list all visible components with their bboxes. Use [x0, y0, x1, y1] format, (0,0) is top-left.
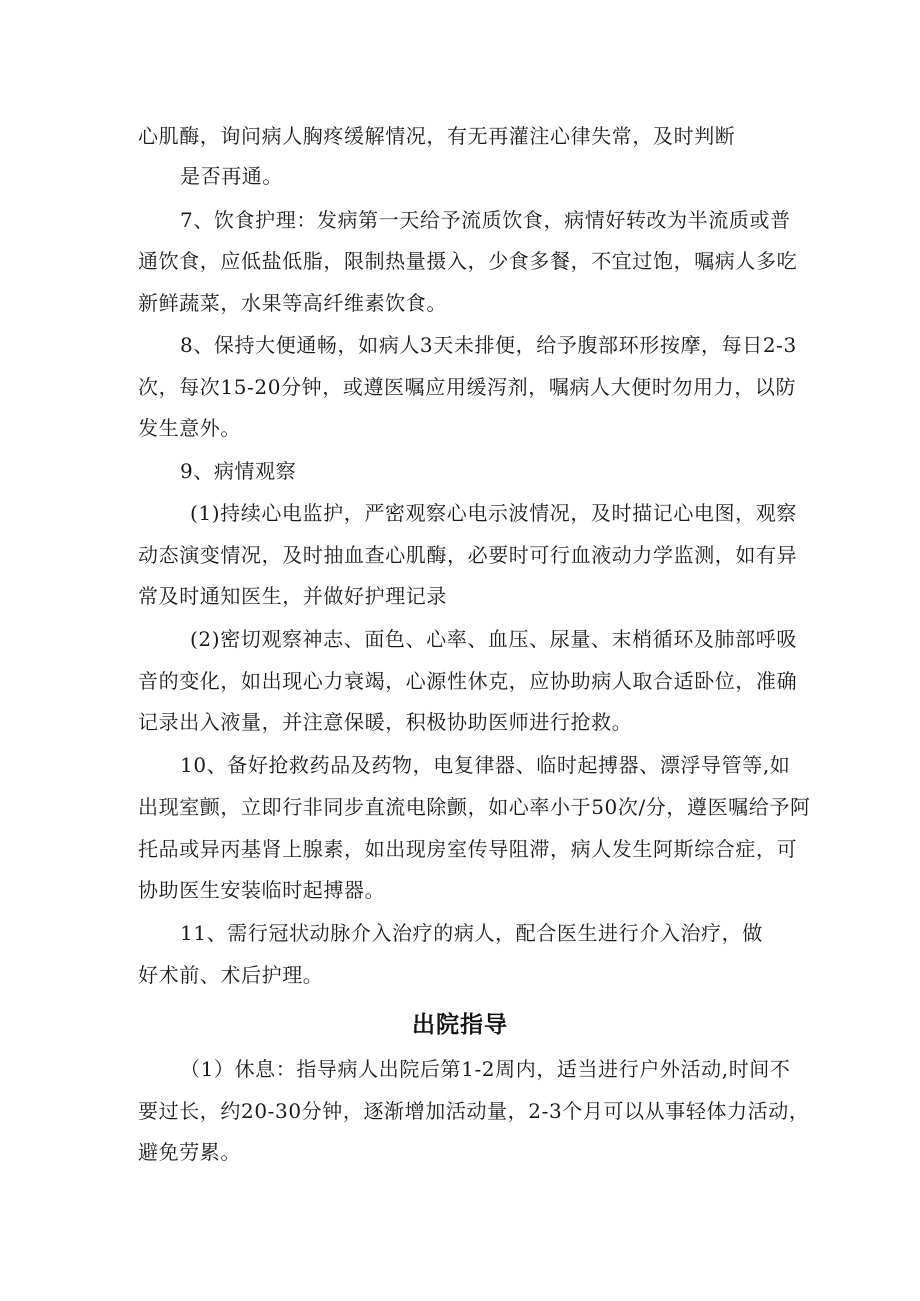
- text-line: 记录出入液量，并注意保暖，积极协助医师进行抢救。: [138, 710, 633, 734]
- text-line: (2)密切观察神志、面色、心率、血压、尿量、末梢循环及肺部呼吸: [190, 627, 797, 651]
- text-line: 避免劳累。: [138, 1140, 241, 1164]
- text-line: 8、保持大便通畅，如病人3天未排便，给予腹部环形按摩，每日2-3: [180, 333, 797, 357]
- text-line: 10、备好抢救药品及药物，电复律器、临时起搏器、漂浮导管等,如: [180, 753, 791, 777]
- text-line: 次，每次15-20分钟，或遵医嘱应用缓泻剂，嘱病人大便时勿用力，以防: [138, 375, 797, 399]
- text-line: 音的变化，如出现心力衰竭，心源性休克，应协助病人取合适卧位，准确: [138, 669, 798, 693]
- text-line: 通饮食，应低盐低脂，限制热量摄入，少食多餐，不宜过饱，嘱病人多吃: [138, 249, 798, 273]
- text-line: 协助医生安装临时起搏器。: [138, 878, 386, 902]
- text-line: 心肌酶，询问病人胸疼缓解情况，有无再灌注心律失常，及时判断: [138, 124, 736, 148]
- text-line: 发生意外。: [138, 416, 241, 440]
- text-line: 要过长，约20-30分钟，逐渐增加活动量，2-3个月可以从事轻体力活动，: [138, 1099, 810, 1123]
- text-line: 出现室颤，立即行非同步直流电除颤，如心率小于50次/分，遵医嘱给予阿: [138, 795, 811, 819]
- text-line: 是否再通。: [180, 164, 283, 188]
- text-line: 常及时通知医生，并做好护理记录: [138, 584, 447, 608]
- text-line: 9、病情观察: [180, 459, 297, 483]
- text-line: （1）休息：指导病人出院后第1-2周内，适当进行户外活动,时间不: [180, 1057, 791, 1081]
- text-line: 7、饮食护理：发病第一天给予流质饮食，病情好转改为半流质或普: [180, 208, 791, 232]
- text-line: 好术前、术后护理。: [138, 963, 324, 987]
- section-heading: 出院指导: [412, 1012, 508, 1038]
- text-line: 托品或异丙基肾上腺素，如出现房室传导阻滞，病人发生阿斯综合症，可: [138, 837, 798, 861]
- text-line: 动态演变情况，及时抽血查心肌酶，必要时可行血液动力学监测，如有异: [138, 543, 798, 567]
- text-line: 11、需行冠状动脉介入治疗的病人，配合医生进行介入治疗，做: [180, 921, 763, 945]
- text-line: (1)持续心电监护，严密观察心电示波情况，及时描记心电图，观察: [190, 501, 797, 525]
- text-line: 新鲜蔬菜，水果等高纤维素饮食。: [138, 291, 447, 315]
